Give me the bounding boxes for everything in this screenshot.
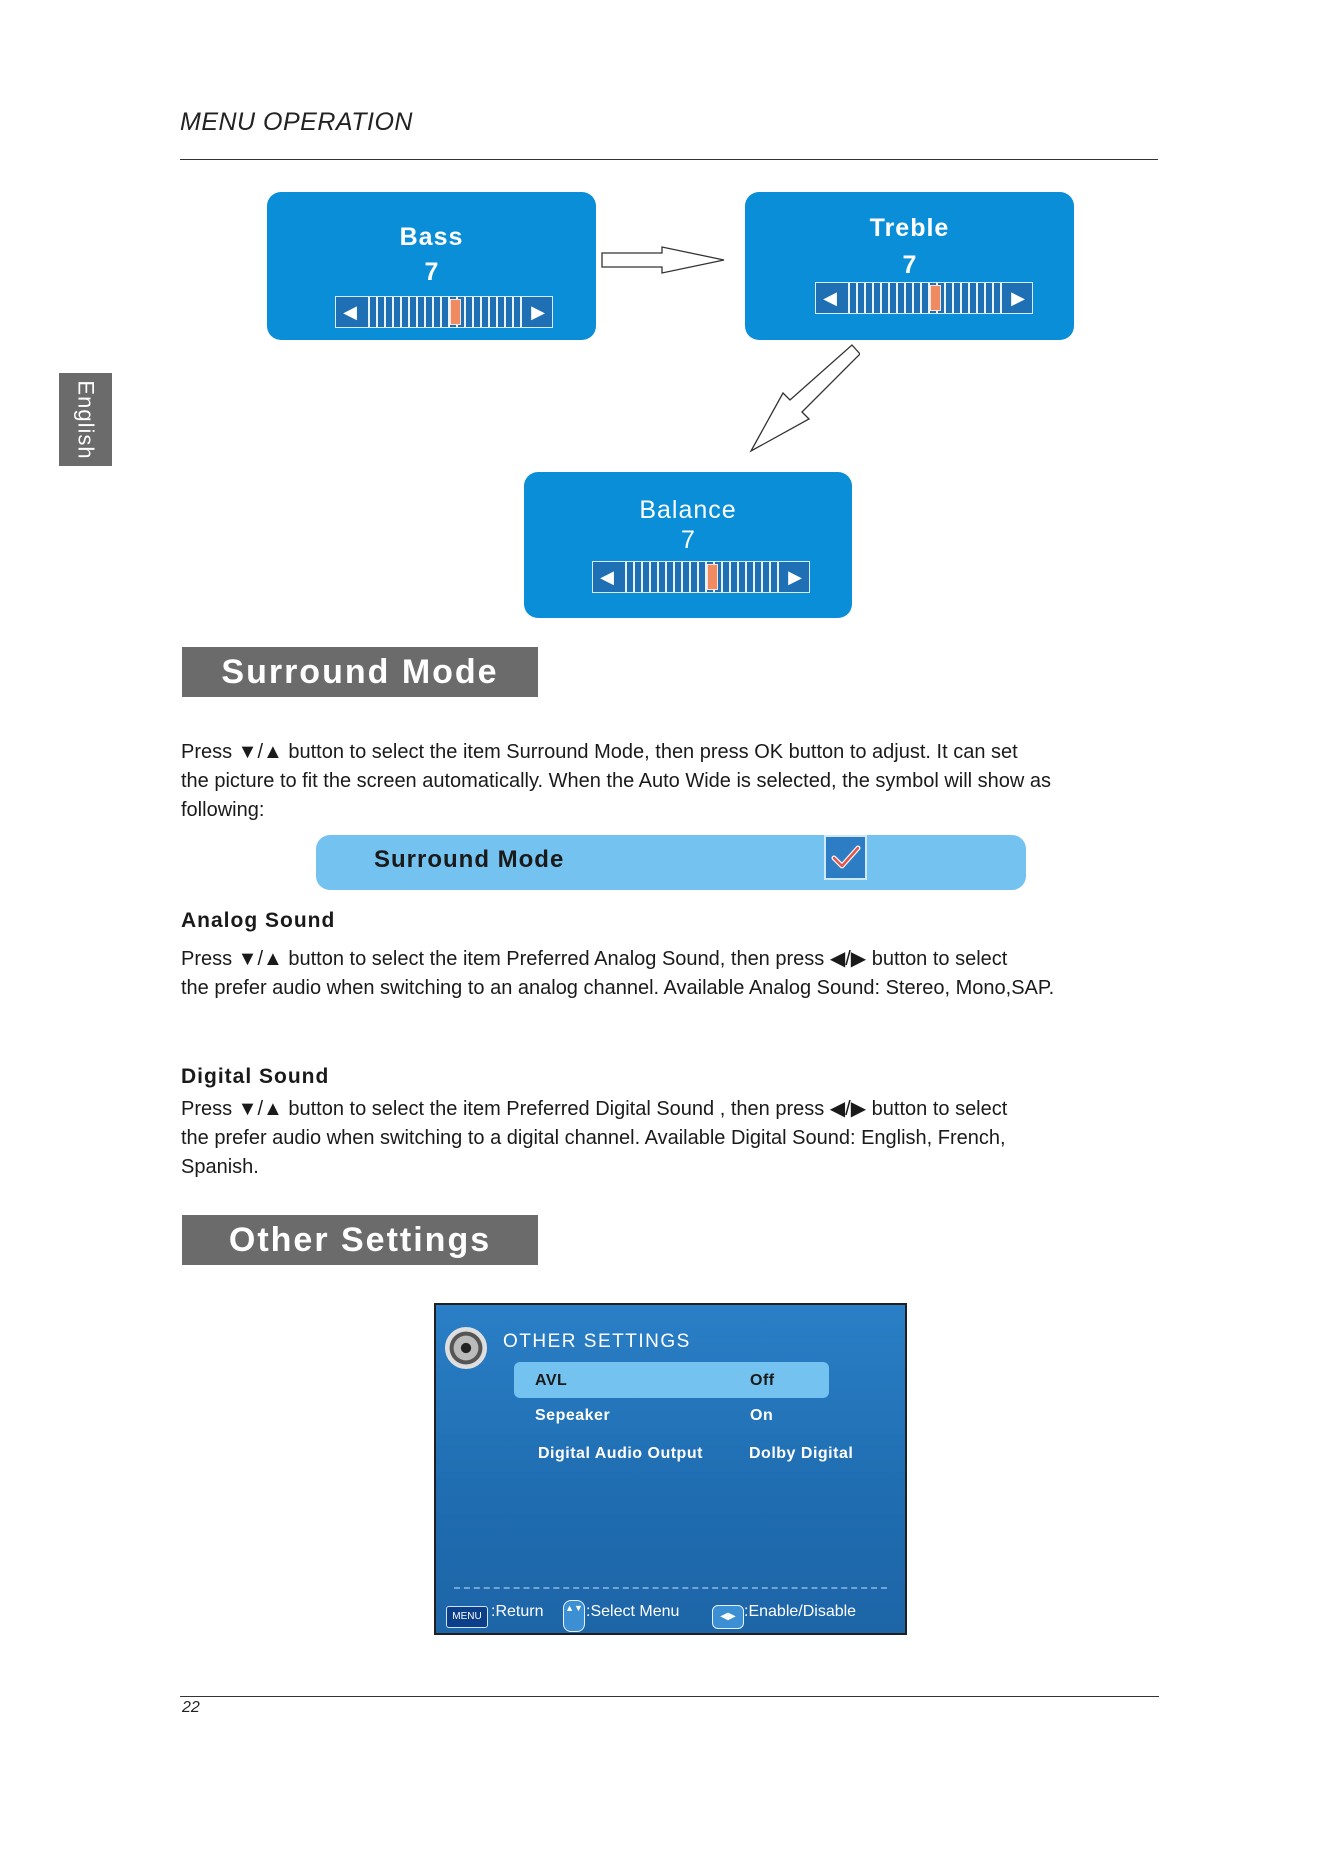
- osd-item-avl-label[interactable]: AVL: [535, 1372, 568, 1389]
- page-number: 22: [182, 1699, 200, 1716]
- analog-sound-heading: Analog Sound: [181, 909, 336, 932]
- slider-left-arrow-icon: ◀: [816, 283, 844, 313]
- osd-item-speaker-label[interactable]: Sepeaker: [535, 1407, 611, 1424]
- checkmark-icon: [826, 837, 865, 878]
- paragraph-line: Press ▼/▲ button to select the item Surround Mode, then press OK button to adjust. It can set: [181, 741, 1018, 763]
- bass-value: 7: [424, 258, 439, 286]
- paragraph-line: Press ▼/▲ button to select the item Preferred Digital Sound , then press ◀/▶ button to select: [181, 1098, 1008, 1120]
- footer-rule: [180, 1696, 1159, 1697]
- osd-footer-divider: [454, 1587, 887, 1589]
- osd-item-speaker-value: On: [750, 1407, 774, 1424]
- language-side-tab: [59, 373, 112, 466]
- slider-left-arrow-icon: ◀: [593, 562, 621, 592]
- treble-slider: [815, 282, 1033, 314]
- flow-arrow-down-left-icon: [745, 340, 860, 455]
- osd-title: OTHER SETTINGS: [503, 1331, 691, 1352]
- surround-mode-checkbox: [824, 835, 867, 880]
- digital-sound-paragraph: [181, 1095, 1181, 1182]
- paragraph-line: following:: [181, 799, 265, 821]
- surround-mode-setting-bar: [316, 835, 1026, 890]
- analog-sound-paragraph: [181, 945, 1181, 1003]
- osd-item-digital-audio-output-value: Dolby Digital: [749, 1445, 854, 1462]
- bass-panel: [267, 192, 596, 340]
- paragraph-line: Spanish.: [181, 1156, 259, 1178]
- menu-key-icon: MENU: [446, 1606, 488, 1628]
- osd-footer-return: :Return: [491, 1603, 544, 1620]
- page-header-title: MENU OPERATION: [180, 108, 413, 136]
- slider-knob: [930, 285, 941, 311]
- surround-mode-heading: Surround Mode: [182, 647, 538, 697]
- up-down-key-icon: ▲▼: [563, 1600, 585, 1632]
- treble-title: Treble: [869, 214, 950, 242]
- osd-item-digital-audio-output-label[interactable]: Digital Audio Output: [538, 1445, 703, 1462]
- bass-title: Bass: [399, 223, 464, 251]
- surround-mode-paragraph: [181, 738, 1181, 825]
- bass-slider: [335, 296, 553, 328]
- slider-right-arrow-icon: ▶: [781, 562, 809, 592]
- slider-left-arrow-icon: ◀: [336, 297, 364, 327]
- paragraph-line: Press ▼/▲ button to select the item Preferred Analog Sound, then press ◀/▶ button to select: [181, 948, 1008, 970]
- balance-slider: [592, 561, 810, 593]
- treble-value: 7: [902, 251, 917, 279]
- paragraph-line: the picture to fit the screen automatically. When the Auto Wide is selected, the symbol will show as: [181, 770, 1052, 792]
- slider-right-arrow-icon: ▶: [524, 297, 552, 327]
- balance-value: 7: [681, 526, 695, 554]
- slider-knob: [450, 299, 461, 325]
- flow-arrow-right-icon: [600, 245, 730, 275]
- other-settings-heading: Other Settings: [182, 1215, 538, 1265]
- paragraph-line: the prefer audio when switching to an analog channel. Available Analog Sound: Stereo, Mono,SAP.: [181, 977, 1055, 999]
- slider-right-arrow-icon: ▶: [1004, 283, 1032, 313]
- surround-mode-setting-label: Surround Mode: [374, 846, 565, 873]
- treble-panel: [745, 192, 1074, 340]
- osd-footer-enable-disable: :Enable/Disable: [744, 1603, 857, 1620]
- osd-item-avl-value: Off: [750, 1372, 775, 1389]
- balance-title: Balance: [639, 496, 737, 524]
- header-rule: [180, 159, 1158, 160]
- osd-footer-select-menu: :Select Menu: [586, 1603, 680, 1620]
- language-side-tab-label: English: [73, 379, 99, 460]
- slider-knob: [707, 564, 718, 590]
- balance-panel: [524, 472, 852, 618]
- other-settings-osd: [434, 1303, 907, 1635]
- paragraph-line: the prefer audio when switching to a digital channel. Available Digital Sound: English, French,: [181, 1127, 1006, 1149]
- digital-sound-heading: Digital Sound: [181, 1065, 330, 1088]
- left-right-key-icon: ◀▶: [712, 1605, 744, 1629]
- speaker-icon: [445, 1327, 487, 1369]
